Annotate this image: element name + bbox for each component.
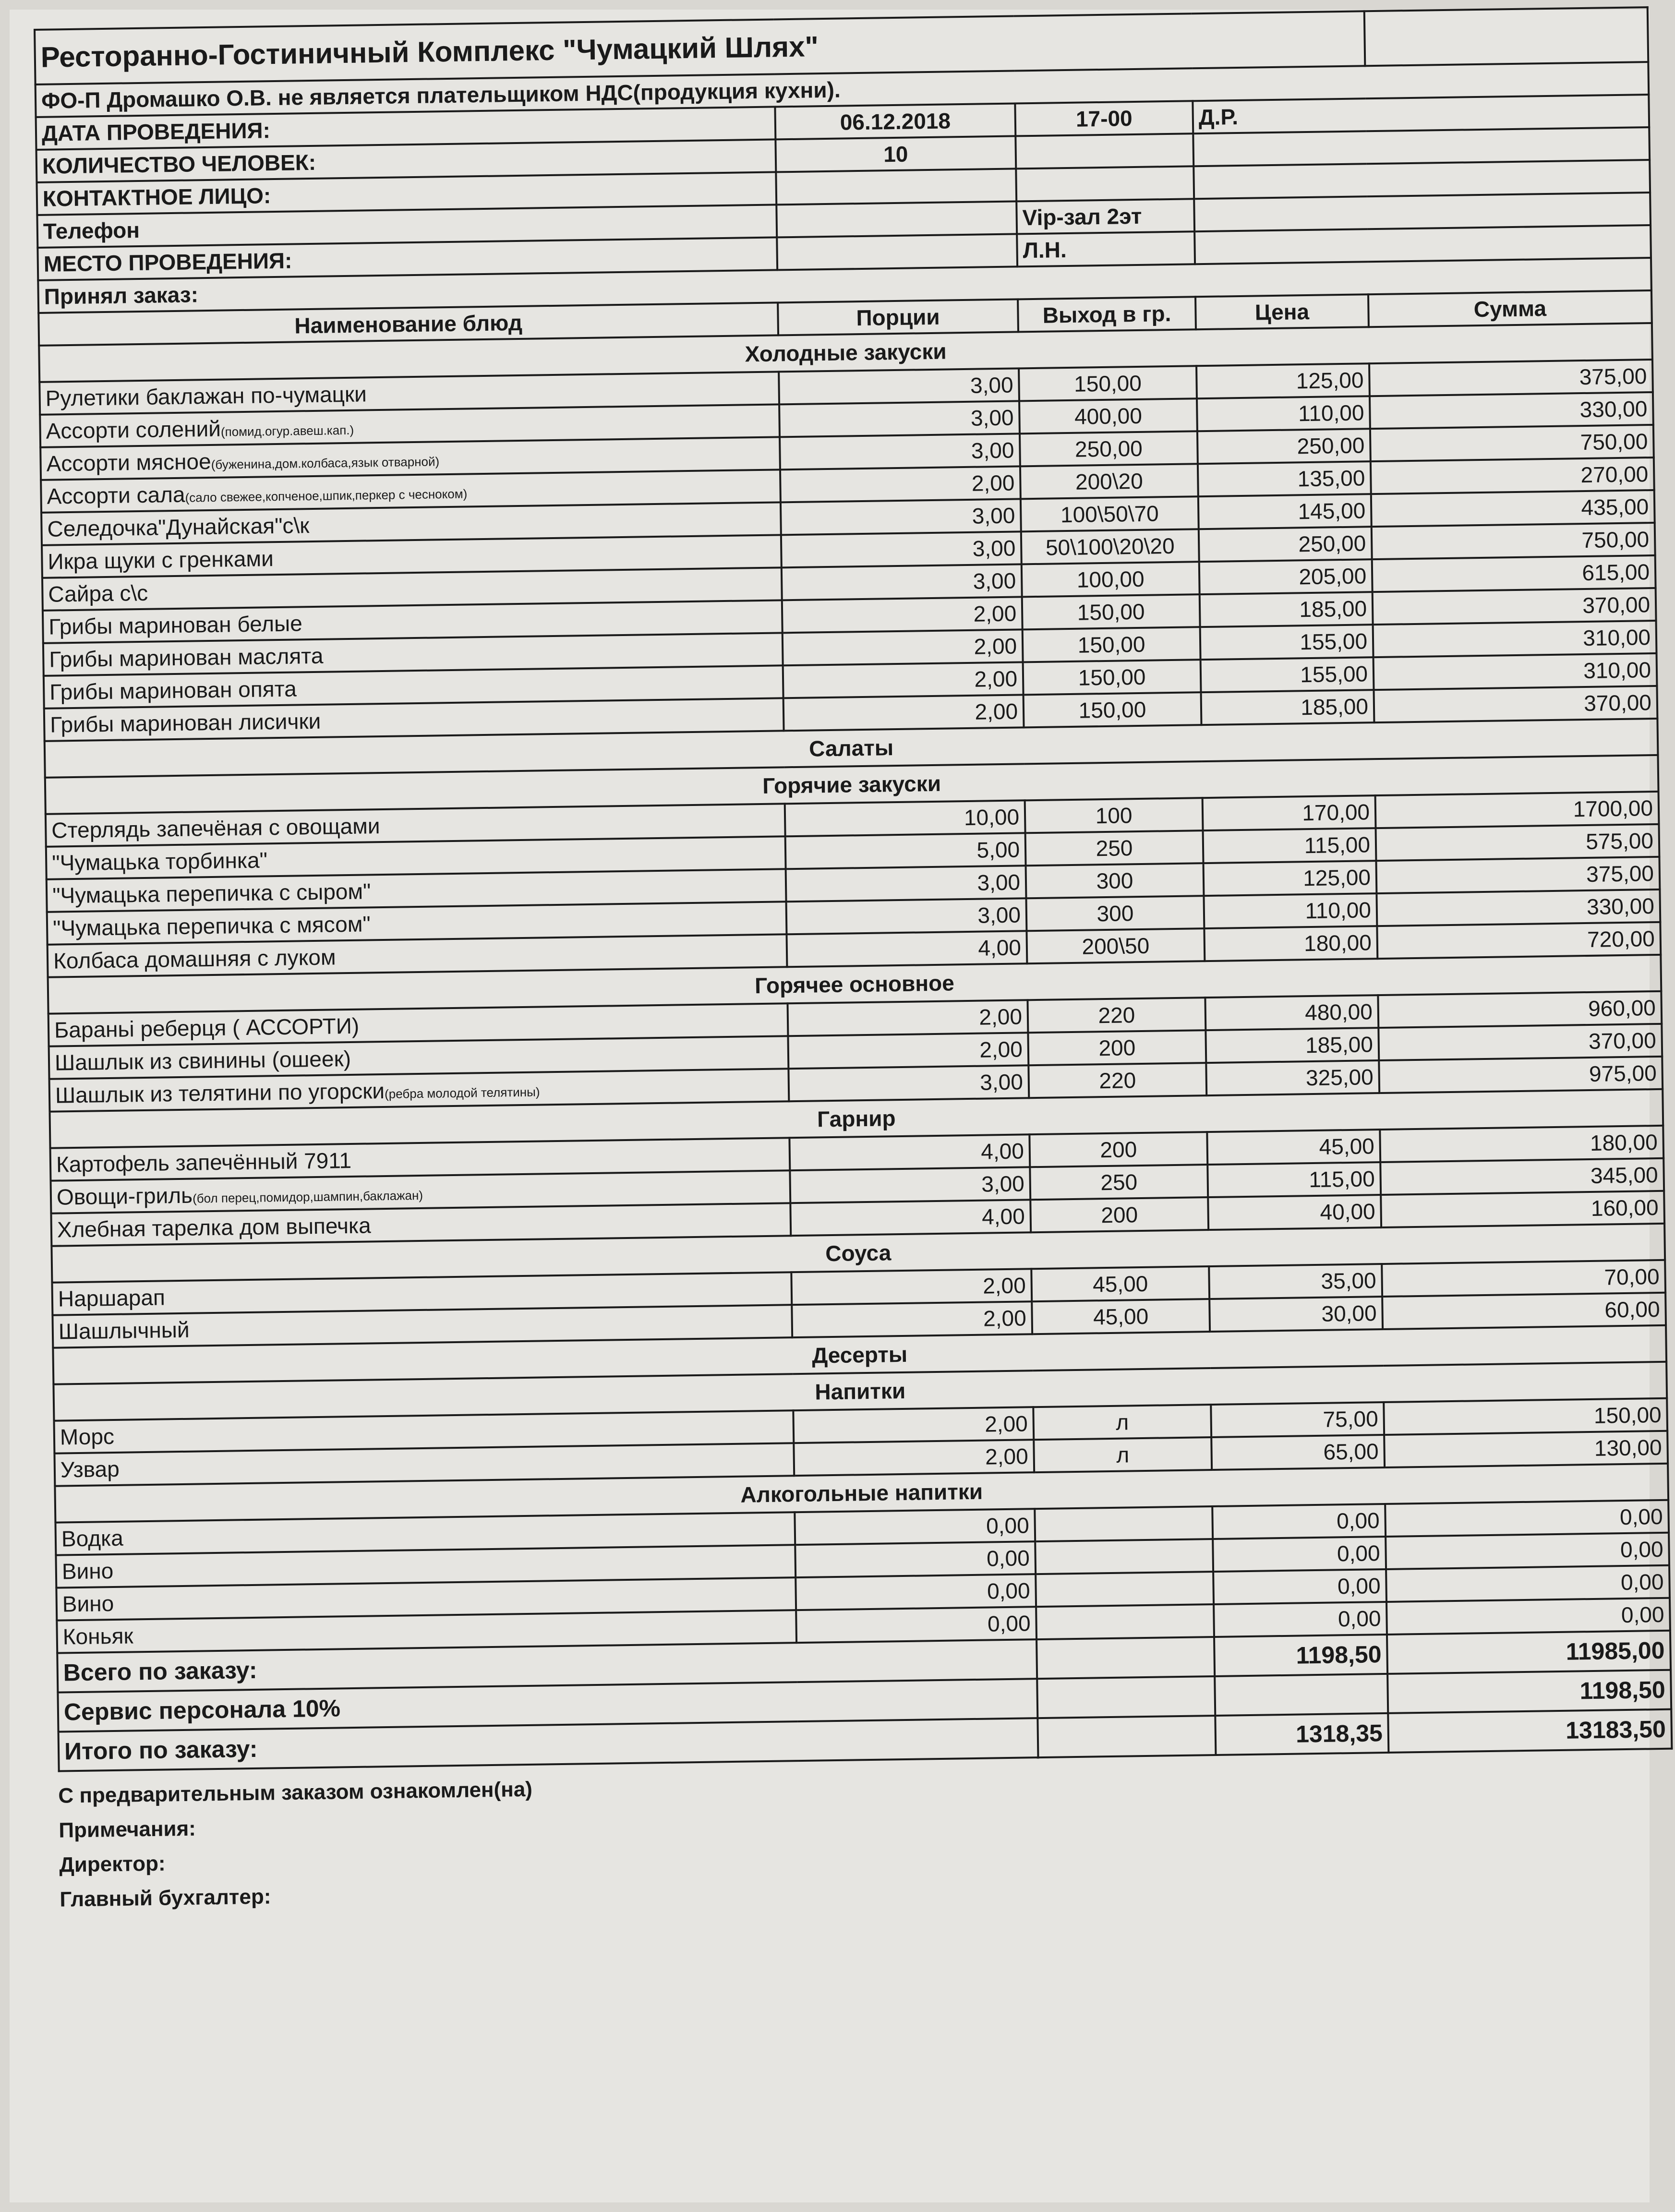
dish-yield: 150,00: [1023, 660, 1201, 695]
dish-price: 35,00: [1209, 1264, 1382, 1299]
dish-price: 0,00: [1214, 1602, 1387, 1637]
total-label: Итого по заказу:: [59, 1718, 1038, 1771]
venue-value: Л.Н.: [1017, 231, 1195, 266]
category-title: Холодные закуски: [39, 323, 1652, 382]
dish-sum: 750,00: [1370, 425, 1654, 461]
col-header-name: Наименование блюд: [38, 302, 778, 345]
category-title: Горячие закуски: [45, 755, 1659, 814]
dish-portions: 2,00: [783, 695, 1024, 731]
category-title: Десерты: [53, 1325, 1666, 1384]
contact-label: КОНТАКТНОЕ ЛИЦО:: [36, 172, 776, 215]
dish-portions: 3,00: [781, 531, 1022, 567]
dish-price: 180,00: [1204, 926, 1377, 961]
dish-portions: 3,00: [786, 866, 1026, 902]
dish-portions: 3,00: [781, 499, 1021, 535]
dish-yield: 250,00: [1020, 431, 1198, 466]
dish-sum: 435,00: [1371, 490, 1655, 527]
dish-yield: 200: [1030, 1197, 1208, 1232]
dish-yield: 45,00: [1032, 1299, 1210, 1334]
dish-sum: 70,00: [1382, 1260, 1665, 1297]
dish-price: 185,00: [1205, 1028, 1379, 1063]
order-table: [34, 6, 1673, 1772]
dish-portions: 3,00: [790, 1167, 1030, 1203]
dish-sum: 575,00: [1376, 824, 1660, 861]
dish-yield: [1035, 1506, 1213, 1541]
dish-sum: 0,00: [1386, 1598, 1670, 1635]
dish-yield: 220: [1028, 1063, 1206, 1098]
dish-portions: 0,00: [795, 1574, 1036, 1610]
dish-name: "Чумацька перепичка с мясом": [52, 911, 371, 941]
dish-name: "Чумацька торбинка": [51, 847, 268, 876]
dish-sum: 310,00: [1373, 621, 1657, 657]
dish-name: Вино: [62, 1590, 114, 1617]
dish-portions: 2,00: [794, 1440, 1034, 1476]
dish-sum: 345,00: [1380, 1158, 1664, 1195]
dish-yield: 220: [1027, 998, 1205, 1033]
dish-price: 135,00: [1198, 461, 1371, 496]
dish-name: Наршарап: [58, 1285, 166, 1311]
total-price: 1318,35: [1215, 1713, 1388, 1755]
dish-sum: 310,00: [1374, 653, 1657, 690]
total-price: [1215, 1674, 1388, 1716]
dish-price: 250,00: [1199, 527, 1372, 562]
dish-yield: л: [1034, 1437, 1212, 1472]
dish-name: Стерлядь запечёная с овощами: [51, 813, 380, 843]
dish-price: 0,00: [1213, 1569, 1386, 1604]
contact-blank: [1016, 166, 1194, 201]
dish-sum: 615,00: [1372, 555, 1656, 592]
dish-portions: 2,00: [782, 597, 1023, 633]
dish-sum: 180,00: [1380, 1126, 1663, 1162]
dish-name: Селедочка"Дунайская"с\к: [47, 513, 310, 541]
dish-note: (сало свежее,копченое,шпик,перкер с чесноком): [185, 486, 468, 505]
dish-portions: 3,00: [779, 401, 1020, 437]
total-sum: 1198,50: [1387, 1670, 1671, 1713]
dish-portions: 3,00: [782, 564, 1022, 600]
dish-portions: 2,00: [783, 662, 1024, 698]
dish-yield: 200\50: [1026, 928, 1205, 963]
dish-sum: 270,00: [1371, 457, 1654, 494]
dish-sum: 0,00: [1385, 1500, 1669, 1537]
dish-name: Узвар: [60, 1456, 120, 1482]
dish-name: Грибы маринован лисички: [49, 708, 321, 737]
paper-sheet: [10, 10, 1666, 2202]
dish-portions: 5,00: [785, 833, 1026, 869]
dish-yield: [1035, 1539, 1213, 1574]
dish-name: Шашлык из свинины (ошеек): [54, 1046, 351, 1075]
dish-sum: 720,00: [1377, 922, 1661, 959]
dish-price: 155,00: [1200, 625, 1374, 660]
title-blank-cell: [1364, 7, 1649, 66]
dish-name: "Чумацька перепичка с сыром": [52, 878, 371, 908]
people-value: 10: [775, 136, 1016, 172]
date-value: 06.12.2018: [775, 103, 1015, 139]
dish-sum: 330,00: [1376, 890, 1660, 926]
dish-name: Ассорти сала: [47, 481, 185, 509]
dish-yield: 200: [1029, 1132, 1207, 1167]
dish-price: 185,00: [1201, 690, 1374, 725]
category-title: Горячее основное: [48, 955, 1662, 1014]
dish-price: 480,00: [1205, 995, 1378, 1030]
dish-price: 125,00: [1196, 363, 1370, 398]
dish-note: (помид.огур.авеш.кап.): [220, 422, 354, 439]
dish-portions: 2,00: [788, 1033, 1028, 1069]
notes-line: Примечания:: [59, 1816, 196, 1842]
dish-name: Картофель запечённый 7911: [56, 1147, 352, 1177]
dish-yield: 100\50\70: [1021, 496, 1199, 531]
category-title: Алкогольные напитки: [55, 1464, 1668, 1523]
dish-portions: 2,00: [791, 1269, 1032, 1305]
dish-price: 30,00: [1209, 1297, 1383, 1332]
dish-yield: 200: [1028, 1030, 1206, 1065]
dish-yield: 400,00: [1019, 398, 1197, 433]
dish-name: Грибы маринован белые: [48, 611, 303, 639]
dish-sum: 160,00: [1381, 1191, 1664, 1227]
dish-sum: 0,00: [1386, 1533, 1669, 1569]
col-header-portions: Порции: [778, 299, 1018, 335]
dish-name: Бараньі реберця ( АССОРТИ): [54, 1013, 360, 1043]
dish-name: Морс: [60, 1423, 115, 1450]
dish-name: Водка: [61, 1525, 124, 1551]
dish-yield: 300: [1026, 863, 1204, 898]
phone-label: Телефон: [37, 204, 777, 247]
dish-name: Ассорти мясное: [46, 448, 211, 476]
hall-value: Vip-зал 2эт: [1016, 199, 1194, 234]
dish-sum: 375,00: [1369, 360, 1653, 396]
total-label: Сервис персонала 10%: [58, 1679, 1037, 1731]
dish-sum: 330,00: [1370, 392, 1653, 429]
dish-note: (бол перец,помидор,шампин,баклажан): [192, 1188, 423, 1206]
dish-portions: 3,00: [786, 898, 1027, 934]
dish-price: 125,00: [1204, 861, 1377, 896]
dish-name: Грибы маринован опята: [49, 676, 297, 705]
dish-price: 145,00: [1198, 494, 1372, 529]
dish-name: Шашлычный: [58, 1317, 190, 1344]
dish-yield: 300: [1026, 896, 1204, 931]
dish-yield: 150,00: [1022, 594, 1200, 629]
dish-price: 185,00: [1200, 592, 1373, 627]
dish-sum: 975,00: [1379, 1057, 1663, 1093]
dish-name: Колбаса домашняя с луком: [53, 944, 336, 974]
dish-portions: 4,00: [789, 1134, 1030, 1170]
category-title: Соуса: [51, 1224, 1665, 1283]
category-title: Салаты: [45, 719, 1658, 778]
accepted-label: Принял заказ:: [38, 258, 1651, 313]
venue-blank: [777, 234, 1017, 270]
dish-sum: 1700,00: [1375, 792, 1659, 828]
dish-name: Шашлык из телятини по угорски: [55, 1078, 385, 1108]
dish-portions: 0,00: [796, 1607, 1036, 1643]
dish-sum: 370,00: [1378, 1024, 1662, 1060]
time-value: 17-00: [1015, 101, 1193, 136]
dish-name: Сайра с\с: [48, 580, 148, 607]
dish-sum: 370,00: [1374, 686, 1658, 722]
dish-yield: 50\100\20\20: [1021, 529, 1199, 564]
category-title: Напитки: [53, 1362, 1667, 1421]
dish-portions: 2,00: [792, 1301, 1032, 1337]
dish-sum: 0,00: [1386, 1565, 1670, 1602]
people-label: КОЛИЧЕСТВО ЧЕЛОВЕК:: [36, 139, 776, 182]
dish-yield: 100,00: [1022, 562, 1200, 597]
dish-sum: 375,00: [1376, 857, 1660, 893]
dish-name: Икра щуки с гренками: [48, 546, 274, 574]
total-price: 1198,50: [1214, 1635, 1387, 1676]
dish-name: Коньяк: [62, 1623, 133, 1649]
dish-note: (буженина,дом.колбаса,язык отварной): [211, 454, 440, 472]
venue-label: МЕСТО ПРОВЕДЕНИЯ:: [37, 237, 777, 280]
dish-portions: 2,00: [793, 1407, 1034, 1443]
phone-value: [776, 201, 1017, 237]
col-header-price: Цена: [1195, 294, 1369, 329]
acknowledged-line: С предварительным заказом ознакомлен(на): [58, 1777, 533, 1808]
dish-sum: 750,00: [1372, 523, 1655, 559]
dish-yield: 45,00: [1031, 1266, 1209, 1301]
dish-portions: 2,00: [788, 1000, 1028, 1036]
dish-yield: [1036, 1572, 1214, 1607]
dish-price: 65,00: [1211, 1435, 1385, 1470]
dish-name: Рулетики баклажан по-чумацки: [45, 381, 367, 411]
dish-price: 0,00: [1213, 1537, 1386, 1572]
dish-price: 75,00: [1211, 1402, 1384, 1437]
dish-name: Ассорти солений: [46, 416, 221, 444]
dish-price: 110,00: [1197, 396, 1370, 431]
dish-price: 40,00: [1208, 1195, 1381, 1230]
dish-price: 110,00: [1204, 893, 1377, 928]
category-title: Гарнир: [49, 1089, 1663, 1148]
dish-name: Овощи-гриль: [56, 1182, 193, 1210]
total-blank: [1037, 1676, 1215, 1718]
director-line: Директор:: [59, 1851, 166, 1877]
dish-sum: 370,00: [1373, 588, 1656, 625]
dish-yield: 250: [1025, 830, 1204, 866]
dish-name: Хлебная тарелка дом выпечка: [57, 1213, 371, 1242]
dish-yield: 150,00: [1024, 692, 1202, 727]
dish-name: Грибы маринован маслята: [48, 643, 324, 672]
dish-price: 250,00: [1197, 429, 1371, 464]
dish-portions: 2,00: [783, 629, 1023, 665]
dish-price: 45,00: [1207, 1130, 1380, 1165]
total-sum: 11985,00: [1387, 1631, 1671, 1674]
dish-portions: 10,00: [785, 800, 1025, 836]
col-header-sum: Сумма: [1368, 290, 1652, 327]
dish-sum: 960,00: [1378, 991, 1662, 1028]
total-blank: [1036, 1637, 1215, 1679]
signature-block: [58, 1756, 1673, 1917]
dish-sum: 130,00: [1384, 1431, 1668, 1467]
dish-price: 170,00: [1203, 795, 1376, 830]
dish-yield: 150,00: [1023, 627, 1201, 662]
dish-sum: 150,00: [1384, 1398, 1667, 1435]
order-form: [34, 6, 1673, 1917]
event-type: Д.Р.: [1193, 95, 1649, 133]
dish-yield: 100: [1025, 798, 1203, 833]
dish-yield: [1036, 1604, 1214, 1639]
dish-portions: 0,00: [795, 1541, 1036, 1577]
dish-price: 115,00: [1207, 1162, 1381, 1197]
dish-price: 205,00: [1199, 559, 1373, 594]
dish-sum: 60,00: [1382, 1293, 1666, 1329]
dish-portions: 3,00: [788, 1065, 1029, 1101]
dish-portions: 3,00: [779, 368, 1019, 404]
dish-yield: 250: [1030, 1165, 1208, 1200]
vat-note: ФО-П Дромашко О.В. не является плательщиком НДС(продукция кухни).: [36, 62, 1649, 117]
total-label: Всего по заказу:: [57, 1639, 1037, 1692]
dish-yield: 200\20: [1020, 464, 1198, 499]
dish-name: Вино: [61, 1558, 114, 1584]
total-sum: 13183,50: [1388, 1709, 1672, 1753]
dish-price: 115,00: [1203, 828, 1376, 863]
dish-price: 0,00: [1212, 1504, 1386, 1539]
col-header-yield: Выход в гр.: [1018, 297, 1196, 332]
dish-price: 325,00: [1206, 1060, 1379, 1095]
dish-note: (ребра молодой телятины): [384, 1084, 540, 1102]
accountant-line: Главный бухгалтер:: [60, 1885, 271, 1911]
dish-price: 155,00: [1201, 657, 1374, 692]
date-label: ДАТА ПРОВЕДЕНИЯ:: [36, 107, 776, 149]
contact-value: [776, 168, 1016, 204]
dish-yield: л: [1033, 1405, 1211, 1440]
dish-portions: 3,00: [780, 433, 1020, 469]
total-blank: [1037, 1716, 1216, 1757]
dish-portions: 4,00: [790, 1200, 1031, 1236]
dish-portions: 4,00: [786, 931, 1027, 967]
dish-portions: 2,00: [780, 466, 1021, 502]
people-blank: [1015, 133, 1193, 168]
dish-portions: 0,00: [795, 1509, 1035, 1545]
dish-yield: 150,00: [1019, 366, 1197, 401]
restaurant-title: Ресторанно-Гостиничный Комплекс "Чумацкий Шлях": [35, 11, 1365, 84]
